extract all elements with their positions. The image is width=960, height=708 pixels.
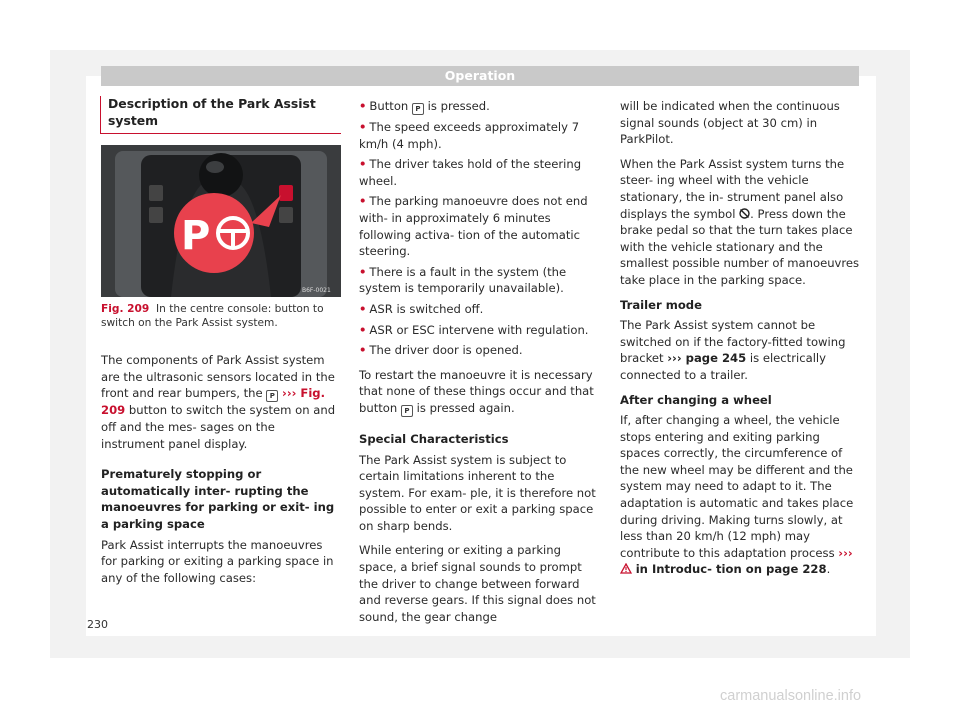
bullet-icon: • [359,343,367,358]
svg-text:P: P [181,213,211,260]
col3-p4-text-a: If, after changing a wheel, the vehicle stops entering and exiting parking spaces correctly, the circumference of the new wheel may be different and the system may need to adapt to it. The adaptation is automatic and takes place during driving. Making turns slowly, at less than 20 km/h (12 mph) may contribute to this adaptation process [620,413,854,560]
col3-paragraph-3 [620,317,860,383]
figure-caption [101,302,341,330]
col1-heading-interrupt: Prematurely stopping or automatically inter- rupting the manoeuvres for parking or exit- ing a parking space [101,467,335,531]
list-item [359,264,599,297]
bullet-icon: • [359,157,367,172]
bullet-text: The speed exceeds approximately 7 km/h (4 mph). [359,120,580,151]
bullet-icon: • [359,264,367,279]
col2-p1-text-a: To restart the manoeuvre it is necessary that none of these things occur and that button [359,367,594,415]
list-item [359,119,599,152]
park-assist-key-icon: P [266,390,278,402]
col2-paragraph-limitations: The Park Assist system is subject to certain limitations inherent to the system. For exam- ple, it is therefore not possible to enter or exit a parking space on sharp bends. [359,452,596,533]
list-item [359,322,599,339]
col3-paragraph-2 [620,156,860,289]
col3-heading-trailer: Trailer mode [620,297,702,312]
col1-p1-text-b: button to switch the system on and off and the mes- sages on the instrument panel display. [101,403,336,451]
watermark: carmanualsonline.info [720,688,862,704]
bullet-text: The parking manoeuvre does not end with- in approximately 6 minutes following activa- tion of the automatic steering. [359,194,588,259]
col1-p1-text-a: The components of Park Assist system are the ultrasonic sensors located in the front and rear bumpers, the [101,353,335,401]
col3-heading-wheel: After changing a wheel [620,392,772,407]
warning-triangle-icon [620,563,632,574]
park-assist-key-icon: P [412,103,424,115]
bullet-text: ASR is switched off. [369,301,484,316]
col2-p1-text-b: is pressed again. [416,400,515,415]
column-3 [620,98,860,582]
bullet-icon: • [359,194,367,209]
bullet-icon: • [359,99,367,113]
col2-heading-special: Special Characteristics [359,431,509,446]
col3-paragraph-1: will be indicated when the continuous signal sounds (object at 30 cm) in ParkPilot. [620,99,840,147]
figure-code: B6F-0021 [302,287,331,295]
bullet-text: There is a fault in the system (the system is temporarily unavailable). [359,264,567,296]
col2-paragraph-restart [359,367,599,417]
column-2 [359,98,599,629]
figure-caption-text: In the centre console: button to switch on the Park Assist system. [101,303,324,330]
steering-wheel-crossed-icon [739,208,750,219]
list-item [359,301,599,318]
list-item [359,156,599,189]
bullet-text: The driver door is opened. [369,343,523,358]
park-assist-key-icon: P [401,405,413,417]
col2-paragraph-signal: While entering or exiting a parking space, a brief signal sounds to prompt the driver to change between forward and reverse gears. If this signal does not sound, the gear change [359,543,596,624]
section-title: Description of the Park Assist system [100,96,341,134]
fig-209-link[interactable]: ››› Fig. 209 [101,386,326,418]
list-item [359,193,599,259]
chapter-header: Operation [101,66,859,86]
col3-p4-end: . [826,562,831,577]
list-item [359,342,599,359]
col1-paragraph-1 [101,352,341,452]
col3-p2-text-b: . Press down the brake pedal so that the turn takes place with the vehicle stationary and the smallest possible number of manoeuvres take place in the parking space. [620,206,860,287]
col3-p3-text-b: is electrically connected to a trailer. [620,351,826,382]
page-245-link[interactable]: ››› page 245 [667,351,747,366]
col3-paragraph-4 [620,412,860,578]
bullet-text: Button [369,99,409,113]
bullet-icon: • [359,322,367,337]
col1-paragraph-2: Park Assist interrupts the manoeuvres for parking or exiting a parking space in any of the following cases: [101,537,334,585]
introduction-link-arrows[interactable]: ››› [838,545,853,560]
gear-console-illustration [101,145,341,297]
bullet-icon: • [359,120,367,134]
bullet-text: The driver takes hold of the steering wheel. [359,157,582,188]
bullet-icon: • [359,301,367,316]
figure-gear-console [101,145,341,297]
page-number: 230 [87,618,108,631]
bullet-text: ASR or ESC intervene with regulation. [369,322,589,337]
col3-p2-text-a: When the Park Assist system turns the steer- ing wheel with the vehicle stationary, the in- strument panel also displays the symbol [620,156,845,221]
col3-p3-text-a: The Park Assist system cannot be switched on if the factory-fitted towing bracket [620,318,846,366]
introduction-link[interactable]: in Introduc- tion on page 228 [635,562,827,577]
bullet-text: is pressed. [427,99,490,113]
column-1 [101,96,341,590]
list-item [359,98,599,115]
figure-label: Fig. 209 [101,303,150,316]
